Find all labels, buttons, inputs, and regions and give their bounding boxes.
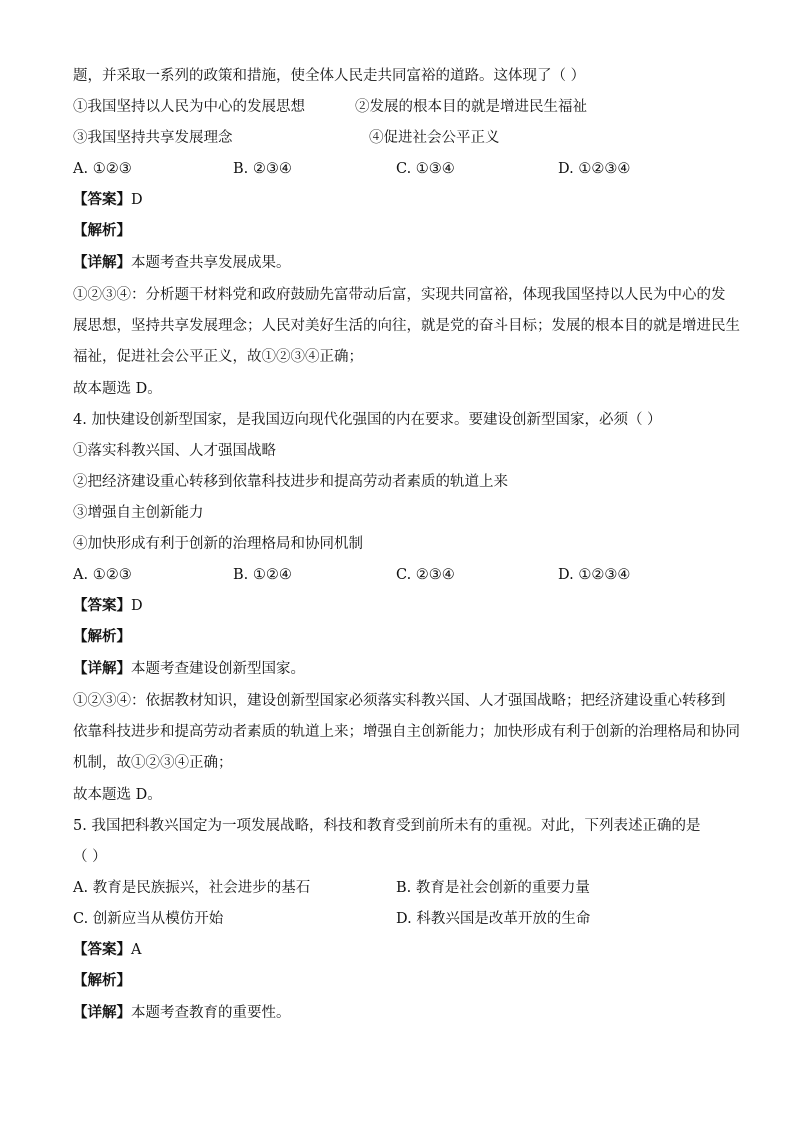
detail-line [73,659,734,679]
statement-4: ④加快形成有利于创新的治理格局和协同机制 [73,536,363,552]
explanation-line-2: 展思想，坚持共享发展理念；人民对美好生活的向往，就是党的奋斗目标；发展的根本目的就是增进民生 [73,318,740,334]
answer-line [73,940,734,960]
answer-tag: 【答案】 [73,192,131,208]
statement-4: ④促进社会公平正义 [369,130,500,146]
answer-line [73,190,734,210]
detail-line [73,253,734,273]
choice-a: A. ①②③ [73,161,132,177]
explanation-line-1: ①②③④：依据教材知识，建设创新型国家必须落实科教兴国、人才强国战略；把经济建设重心转移到 [73,693,726,709]
analysis-tag: 【解析】 [73,973,131,989]
choice-a: A. 教育是民族振兴，社会进步的基石 [73,880,311,896]
choice-c: C. ①③④ [396,161,455,177]
explanation-line-3: 福祉，促进社会公平正义，故①②③④正确； [73,349,363,365]
question-5-answer-blank: （ ） [73,849,107,865]
statement-3: ③我国坚持共享发展理念 [73,130,233,146]
detail-tag: 【详解】 [73,255,131,271]
choice-b: B. ①②④ [233,567,292,583]
analysis-tag: 【解析】 [73,223,131,239]
conclusion: 故本题选 D。 [73,381,162,397]
analysis-heading [73,627,734,647]
answer-value: D [131,192,143,208]
analysis-heading [73,971,734,991]
detail-line [73,1003,734,1023]
choice-d: D. ①②③④ [558,567,631,583]
detail-tag: 【详解】 [73,1005,131,1021]
statement-1: ①我国坚持以人民为中心的发展思想 [73,99,305,115]
analysis-heading [73,221,734,241]
statement-2: ②把经济建设重心转移到依靠科技进步和提高劳动者素质的轨道上来 [73,474,508,490]
conclusion: 故本题选 D。 [73,787,162,803]
question-stem-continuation: 题，并采取一系列的政策和措施，使全体人民走共同富裕的道路。这体现了（ ） [73,68,586,84]
question-4-stem: 4. 加快建设创新型国家，是我国迈向现代化强国的内在要求。要建设创新型国家，必须（ ） [73,412,662,428]
explanation-line-3: 机制，故①②③④正确； [73,755,233,771]
answer-tag: 【答案】 [73,942,131,958]
question-5-stem: 5. 我国把科教兴国定为一项发展战略，科技和教育受到前所未有的重视。对此，下列表述正确的是 [73,818,701,834]
statement-3: ③增强自主创新能力 [73,505,204,521]
explanation-line-1: ①②③④：分析题干材料党和政府鼓励先富带动后富，实现共同富裕，体现我国坚持以人民为中心的发 [73,287,726,303]
detail-text: 本题考查共享发展成果。 [131,255,291,271]
answer-value: A [131,942,142,958]
choice-d: D. 科教兴国是改革开放的生命 [396,911,591,927]
answer-value: D [131,598,143,614]
detail-text: 本题考查教育的重要性。 [131,1005,291,1021]
choice-a: A. ①②③ [73,567,132,583]
statement-2: ②发展的根本目的就是增进民生福祉 [355,99,587,115]
detail-tag: 【详解】 [73,661,131,677]
detail-text: 本题考查建设创新型国家。 [131,661,305,677]
choice-c: C. 创新应当从模仿开始 [73,911,224,927]
statement-1: ①落实科教兴国、人才强国战略 [73,443,276,459]
explanation-line-2: 依靠科技进步和提高劳动者素质的轨道上来；增强自主创新能力；加快形成有利于创新的治理格局和协同 [73,724,740,740]
answer-line [73,596,734,616]
analysis-tag: 【解析】 [73,629,131,645]
choice-b: B. ②③④ [233,161,292,177]
choice-d: D. ①②③④ [558,161,631,177]
answer-tag: 【答案】 [73,598,131,614]
choice-c: C. ②③④ [396,567,455,583]
choice-b: B. 教育是社会创新的重要力量 [396,880,590,896]
